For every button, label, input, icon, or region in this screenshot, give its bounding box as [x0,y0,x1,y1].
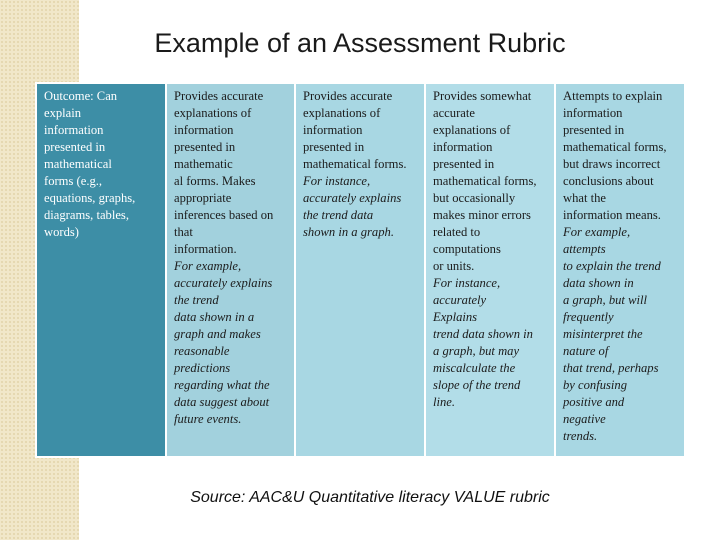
level-line: positive and [563,395,625,409]
level-line: the trend data [303,208,374,222]
outcome-line: presented in [44,140,106,154]
level-line: attempts [563,242,606,256]
level-line: computations [433,242,501,256]
level-line: data suggest about [174,395,270,409]
level-line: accurately explains [174,276,273,290]
level-line: information [303,123,363,137]
outcome-line: mathematical [44,157,112,171]
level-line: slope of the trend [433,378,521,392]
level-line: accurately explains [303,191,402,205]
level-line: information [174,123,234,137]
level-line: that trend, perhaps [563,361,659,375]
level-line: information means. [563,208,661,222]
level-line: mathematical forms, [563,140,667,154]
level-line: by confusing [563,378,628,392]
level-line: makes minor errors [433,208,531,222]
level-line: explanations of [433,123,511,137]
level-line: future events. [174,412,242,426]
level-line: conclusions about [563,174,654,188]
level-cell-milestone-2 [425,83,555,457]
level-line: negative [563,412,606,426]
outcome-line: equations, graphs, [44,191,136,205]
level-line: or units. [433,259,475,273]
level-cell-milestone-3 [295,83,425,457]
level-line: presented in [563,123,625,137]
level-line: explanations of [174,106,252,120]
level-line: For instance, [303,174,371,188]
level-line: what the [563,191,607,205]
level-line: presented in [303,140,365,154]
level-line: trends. [563,429,598,443]
level-line: miscalculate the [433,361,516,375]
level-line: data shown in a [174,310,255,324]
outcome-cell [36,83,166,457]
outcome-line: diagrams, tables, [44,208,129,222]
level-line: a graph, but will [563,293,647,307]
level-line: information [433,140,493,154]
level-line: mathematical forms. [303,157,407,171]
level-line: For instance, [433,276,501,290]
level-line: nature of [563,344,609,358]
level-line: line. [433,395,456,409]
level-line: to explain the trend [563,259,661,273]
level-line: For example, [563,225,631,239]
level-line: mathematic [174,157,233,171]
level-line: accurate [433,106,475,120]
outcome-line: Outcome: Can [44,89,118,103]
level-line: accurately [433,293,487,307]
level-line: but occasionally [433,191,516,205]
level-line: a graph, but may [433,344,520,358]
level-line: presented in [433,157,495,171]
level-line: mathematical forms, [433,174,537,188]
level-line: information. [174,242,237,256]
rubric-row [36,83,685,457]
level-line: graph and makes [174,327,261,341]
level-line: reasonable [174,344,230,358]
level-line: regarding what the [174,378,270,392]
level-line: presented in [174,140,236,154]
level-line: Provides accurate [303,89,393,103]
level-line: trend data shown in [433,327,533,341]
outcome-line: words) [44,225,79,239]
level-cell-benchmark [555,83,685,457]
level-line: data shown in [563,276,634,290]
level-line: For example, [174,259,242,273]
level-line: Explains [433,310,478,324]
outcome-line: forms (e.g., [44,174,103,188]
level-line: appropriate [174,191,232,205]
level-line: predictions [174,361,231,375]
source-citation: Source: AAC&U Quantitative literacy VALUE rubric [190,489,550,506]
level-line: inferences based on [174,208,274,222]
level-line: Provides somewhat [433,89,532,103]
level-line: al forms. Makes [174,174,256,188]
level-line: misinterpret the [563,327,643,341]
outcome-line: information [44,123,104,137]
level-line: related to [433,225,481,239]
level-line: the trend [174,293,219,307]
level-cell-capstone [166,83,295,457]
level-line: frequently [563,310,614,324]
level-line: shown in a graph. [303,225,394,239]
level-line: but draws incorrect [563,157,661,171]
level-line: explanations of [303,106,381,120]
rubric-table [35,82,686,458]
outcome-line: explain [44,106,82,120]
level-line: information [563,106,623,120]
level-line: Provides accurate [174,89,264,103]
level-line: that [174,225,193,239]
level-line: Attempts to explain [563,89,663,103]
page-title: Example of an Assessment Rubric [154,28,566,58]
